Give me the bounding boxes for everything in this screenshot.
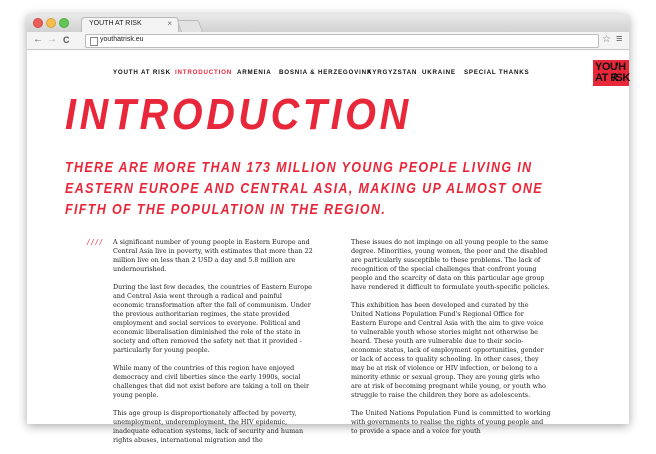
browser-window [27,14,630,444]
address-bar[interactable] [85,34,599,48]
paragraph: This exhibition has been developed and curated by the United Nations Population Fund's Regional Office for Eastern Europe and Central Asia with the aim to give voice to vulnerable youth whose stories might not otherwise be heard. These youth are vulnerable due to their socio-economic status, lack of employment opportunities, gender or lack of access to quality schooling. In other cases, they may be at risk of violence or HIV infection, or belong to a minority ethnic or sexual group. They are young girls who are at risk of becoming pregnant while young, or youth who struggle to raise the children they bore as adolescents. [351,301,546,399]
paragraph: A significant number of young people in Eastern Europe and Central Asia live in poverty, with estimates that more than 22 million live on less than 2 USD a day and 5.8 million are undernourished. [113,238,313,273]
minimize-window-button[interactable] [46,18,56,28]
lead-paragraph: THERE ARE MORE THAN 173 MILLION YOUNG PEOPLE LIVING IN EASTERN EUROPE AND CENTRAL ASIA, MAKING UP ALMOST ONE FIFTH OF THE POPULATION IN THE REGION. [65,159,543,218]
paragraph: This age group is disproportionately affected by poverty, unemployment, underemployment, the HIV epidemic, inadequate education systems, lack of security and human rights abuses, international migration and the [113,409,304,444]
bookmark-star-icon[interactable]: ☆ [602,34,611,45]
paragraph: These issues do not impinge on all young people to the same degree. Minorities, young women, the poor and the disabled are particularly susceptible to these problems. The lack of recognition of the special challenges that confront young people and the scarcity of data on this particular age group have rendered it difficult to formulate youth-specific policies. [351,238,550,291]
forward-icon[interactable]: → [47,34,57,45]
logo-line2: AT R [595,72,618,84]
logo-line1: YOU [595,61,618,73]
paragraph: While many of the countries of this region have enjoyed democracy and civil liberties since the early 1990s, social challenges that did not exist before are taking a toll on their young people. [113,364,309,399]
text-column-right [351,238,551,445]
nav-ukraine[interactable]: UKRAINE [422,69,456,76]
url-text: youthatrisk.eu [100,36,144,43]
close-window-button[interactable] [33,18,43,28]
nav-special-thanks[interactable]: SPECIAL THANKS [464,69,530,76]
page-viewport [27,50,630,444]
maximize-window-button[interactable] [59,18,69,28]
reload-icon[interactable]: C [63,35,70,45]
nav-youth-at-risk[interactable]: YOUTH AT RISK [113,69,171,76]
tab-close-icon[interactable]: × [167,19,172,28]
slash-ornament: //// [87,238,104,247]
browser-menu-icon[interactable]: ≡ [616,33,623,45]
nav-bosnia-herzegovina[interactable]: BOSNIA & HERZEGOVINA [279,69,373,76]
browser-tab[interactable] [81,17,179,33]
paragraph: During the last few decades, the countries of Eastern Europe and Central Asia went through a radical and painful economic transformation after the fall of communism. Under the previous authoritarian regimes, the state provided employment and social services to everyone. Political and economic liberalisation diminished the role of the state in society and often removed the safety net that it provided - particularly for young people. [113,283,312,354]
tab-title: YOUTH AT RISK [89,20,142,27]
page-icon [90,37,98,46]
browser-toolbar [27,32,629,50]
logo-line2b: /SK [613,72,630,84]
page-title: INTRODUCTION [65,90,412,139]
logo-line1b: 'H [616,61,626,73]
text-column-left [113,238,313,454]
paragraph: The United Nations Population Fund is committed to working with governments to realise the rights of young people and to provide a space and a voice for youth [351,409,551,435]
nav-kyrgyzstan[interactable]: KYRGYZSTAN [367,69,418,76]
youth-at-risk-logo[interactable] [593,60,629,86]
nav-introduction[interactable]: INTRODUCTION [175,69,233,76]
title-bar [27,14,629,32]
nav-armenia[interactable]: ARMENIA [237,69,272,76]
back-icon[interactable]: ← [33,34,43,45]
